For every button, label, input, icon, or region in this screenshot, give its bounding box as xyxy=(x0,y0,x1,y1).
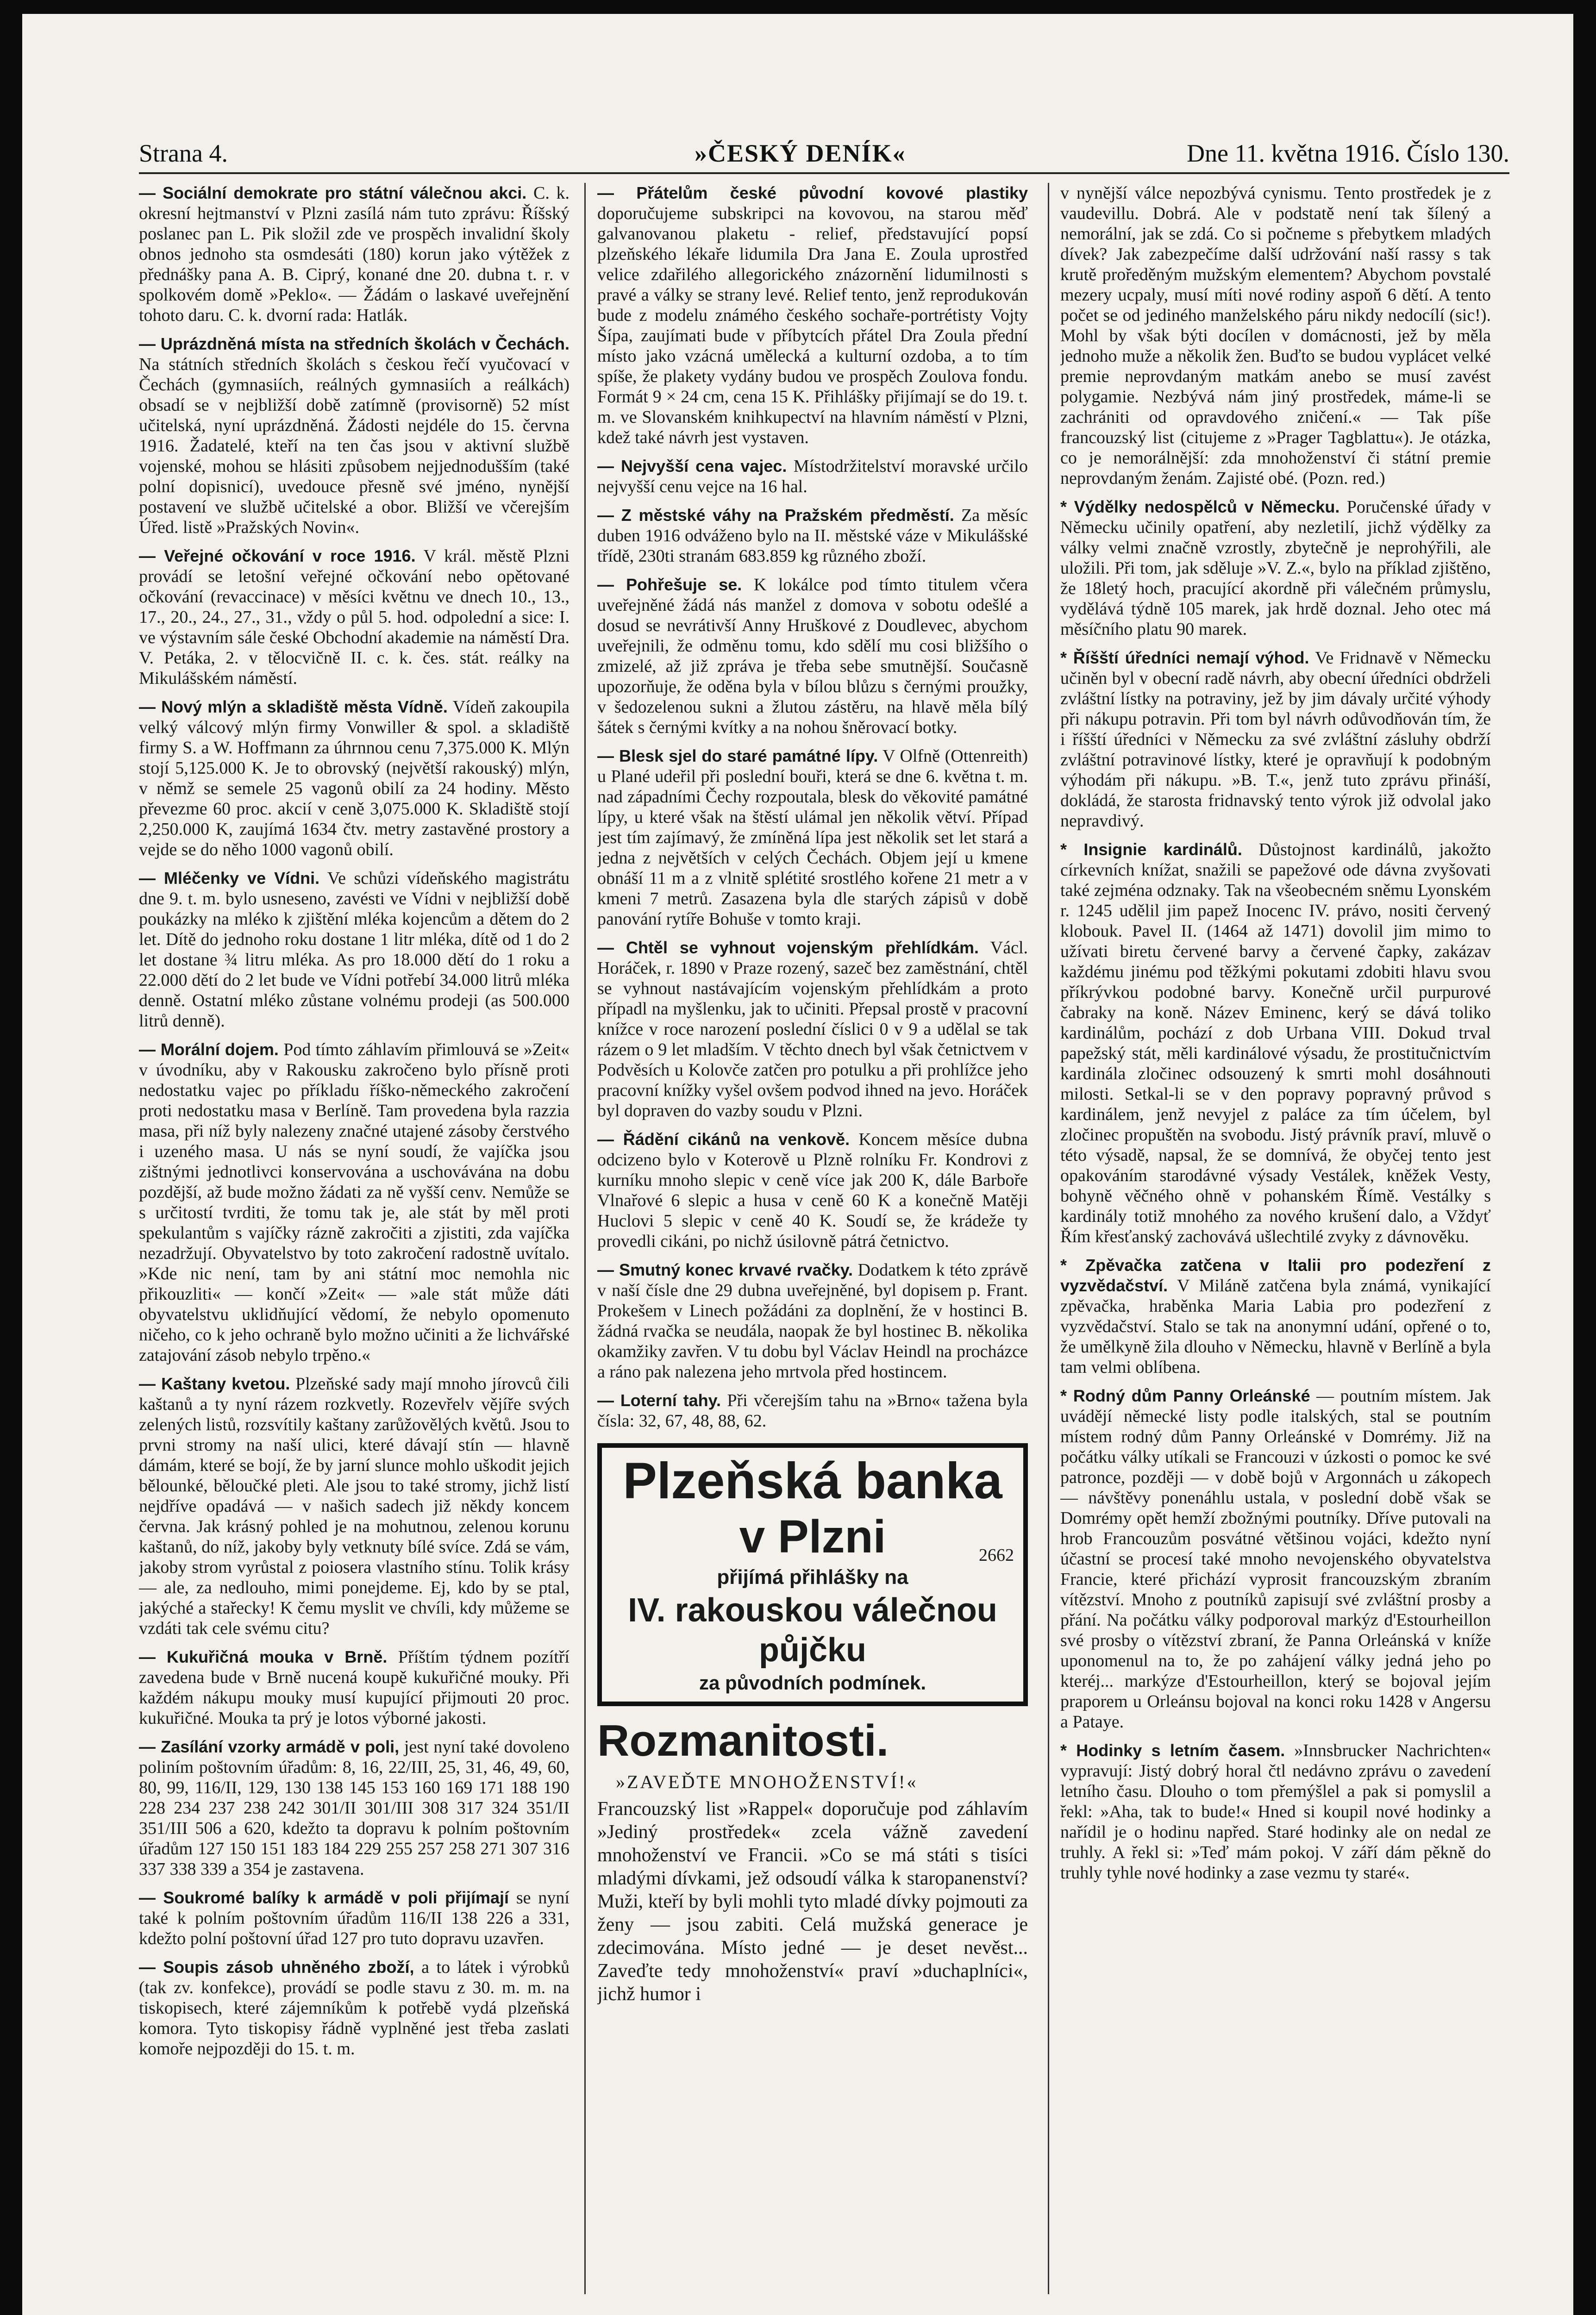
ad-line-accepts: přijímá přihlášky na xyxy=(717,1566,908,1589)
article-body: Za měsíc duben 1916 odváženo bylo na II. městské váze v Mikulášské třídě, 230ti stranám 683.859 kg různého zboží. xyxy=(597,506,1028,566)
article-headline: — Řádění cikánů na venkově. xyxy=(597,1130,850,1149)
article-body: Na státních středních školách s českou řečí vyučovací v Čechách (gymnasiích, reálných gymnasiích a reálkách) obsadí se v nejbližší době zatímně (provisorně) 52 míst učitelská, nyní uprázdněná. Žádosti nejdéle do 15. června 1916. Žadatelé, kteří na ten čas jsou v aktivní službě vojenské, mohou se hlásiti způsobem nejjednodušším (také polní dopisnicí), uvedouce přesně své jméno, nynější postavení ve službě učitelské a obor. Bližší ve včerejším Úřed. listě »Pražských Novin«. xyxy=(139,355,570,537)
article-body: se nyní také k polním poštovním úřadům 116/II 138 226 a 331, kdežto polní poštovní úřad 127 pro tuto dopravu uzavřen. xyxy=(139,1888,570,1948)
article-paragraph xyxy=(139,1647,570,1728)
article-paragraph xyxy=(1060,497,1491,639)
article-paragraph xyxy=(597,1260,1028,1382)
article-body: doporučujeme subskripci na kovovou, na starou měď galvanovanou plaketu - relief, představující popsí plzeňského lékaře lidumila Dra Jana E. Zoula uprostřed velice zdařilého allegorického znázornění lidumilnosti s pravé a války se strany levé. Relief tento, jenž reprodukován bude z modelu známého českého sochaře-portrétisty Vojty Šípa, zaujímati bude v příbytcích přátel Dra Zoula přední místo jako vzácná umělecká a kulturní ozdoba, a to tím spíše, že plakety vydány budou ve prospěch Zoulova fondu. Formát 9 × 24 cm, cena 15 K. Přihlášky přijímají se do 19. t. m. ve Slovanském knihkupectví na hlavním náměstí v Plzni, kdež také návrh jest vystaven. xyxy=(597,204,1028,447)
article-headline: — Přátelům české původní kovové plastiky xyxy=(597,183,1028,202)
column-2 xyxy=(597,183,1028,2266)
article-headline: — Kaštany kvetou. xyxy=(139,1374,290,1393)
article-headline: — Kukuřičná mouka v Brně. xyxy=(139,1647,388,1666)
article-body: Václ. Horáček, r. 1890 v Praze rozený, sazeč bez zaměstnání, chtěl se vyhnout nastávajícím vojenským přehlídkám a proto případl na myšlenku, jak to učiniti. Přepsal prostě v pracovní knížce v roce narození poslední číslici 0 v 9 a udělal se tak rázem o 9 let mladším. V těchto dnech byl však četnictvem v Podvěsích u Kolovče zatčen pro potulku a při prohlížce jeho pracovní knížky vyšel ovšem podvod ihned na jevo. Horáček byl dopraven do vazby soudu v Plzni. xyxy=(597,938,1028,1120)
article-body: K lokálce pod tímto titulem včera uveřejněné žádá nás manžel z domova v sobotu odešlé a dosud se nevrátivší Anny Hruškové z Doudlevec, abychom uveřejnili, že odměnu tomu, kdo sdělí mu cosi bližšího o zmizelé, až již zpráva je třeba sebe smutnější. Současně upozorňuje, že oděna byla v bílou blůzu s černými proužky, v šedozelenou sukni a žlutou zástěru, na hlavě měla bílý šátek s černými kvítky a na nohou šněrovací botky. xyxy=(597,575,1028,737)
article-body: »Innsbrucker Nachrichten« vypravují: Jistý dobrý horal čtl nedávno zprávu o zavedení letního času. Dlouho o tom přemýšlel a pak si pomyslil a řekl: »Aha, tak to bude!« Hned si koupil nové hodinky a nařídil je o hodinu napřed. Staré hodinky ale on nedal ze truhly. A řekl si: »Teď mám pokoj. V září dám pěkně do truhly tyhle nové hodinky a zase vezmu ty staré«. xyxy=(1060,1741,1491,1883)
article-headline: — Smutný konec krvavé rvačky. xyxy=(597,1260,853,1279)
issue-date: Dne 11. května 1916. Číslo 130. xyxy=(1187,139,1509,167)
article-paragraph xyxy=(597,1390,1028,1431)
article-headline: — Morální dojem. xyxy=(139,1040,279,1059)
article-body: Pod tímto záhlavím přimlouvá se »Zeit« v úvodníku, aby v Rakousku zakročeno bylo přísně proti nedostatku vajec po příkladu říško-německého zakročení proti nedostatku masa v Berlíně. Tam provedena byla razzia masa, při níž byly nalezeny značné utajené zásoby čerstvého i uzeného masa. U nás se nyní soudí, že vajíčka jsou zištnými jednotlivci konservována a uschovávána na dobu pozdější, až bude možno žádati za ně vyšší cenv. Nemůže se s určitostí tvrditi, že tomu tak je, ale stát by měl proti spekulantům s vajíčky rázně zakročiti a zjistiti, zda vajíčka nezadržují. Obyvatelstvo by toto zakročení radostně uvítalo. »Kde nic není, tam by ani státní moc nemohla nic přikouzliti« — končí »Zeit« — »ale stát může dáti obyvatelstvu uklidňující vědomí, že nebylo opomenuto ničeho, co k jeho ochraně bylo možno učiniti a že lichvářské zatajování zásob nebylo trpěno.« xyxy=(139,1040,570,1365)
article-body: V Miláně zatčena byla známá, vynikající zpěvačka, hraběnka Maria Labia pro podezření z vyzvědačství. Stalo se tak na anonymní udání, opřené o to, že umělkyně žila dlouho v Německu, hlavně v Berlíně a byla tam velmi oblíbena. xyxy=(1060,1276,1491,1377)
article-paragraph xyxy=(1060,1386,1491,1732)
ad-bank-name: Plzeňská banka xyxy=(623,1452,1002,1509)
ad-city-text: v Plzni xyxy=(739,1511,886,1563)
article-body: Místodržitelství moravské určilo nejvyšší cenu vejce na 16 hal. xyxy=(597,457,1028,496)
article-body: Ve Fridnavě v Německu učiněn byl v obecní radě návrh, aby obecní úředníci obdrželi zvláštní lístky na potraviny, jež by jim dávaly určité výhody při nákupu potravin. Při tom byl návrh odůvodňován tím, že i říšští úředníci v Německu za své zvláštní zásluhy obdrží zvláštní potravinové lístky, které je opravňují k podobným výhodám při nákupu. »B. T.«, jenž tuto zprávu přináší, dokládá, že starosta fridnavský tento výrok již odvolal jako nepravdivý. xyxy=(1060,648,1491,831)
article-body: Při včerejším tahu na »Brno« tažena byla čísla: 32, 67, 48, 88, 62. xyxy=(597,1391,1028,1431)
article-paragraph xyxy=(597,1129,1028,1251)
article-paragraph xyxy=(139,1039,570,1365)
article-paragraph xyxy=(1060,839,1491,1247)
article-body: Důstojnost kardinálů, jakožto církevních knížat, snažili se papežové ode dávna zvyšovati také zejména odznaky. Tak na všeobecném sněmu Lyonském r. 1245 udělil jim papež Inocenc IV. právo, nositi červený klobouk. Pavel II. (1464 až 1471) dovolil jim mimo to užívati biretu červené barvy a červené čapky, zakázav každému jinému pod těžkými pokutami zdobiti hlavu svou příkrývkou podobné barvy. Konečně určil purpurové čabraky na koně. Název Eminenc, kerý se dává toliko kardinálům, pochází z dob Urbana VIII. Dokud trval papežský stát, měli kardinálové výsadu, že prostitučnictvím kardinála zločinec odsouzený k smrti mohl dosáhnouti milosti. Setkal-li se v den popravy popravný průvod s kardinálem, jenž nevyjel z paláce za tím účelem, byl zločinec propuštěn na svobodu. Jistý právník praví, mluvě o této výsadě, napsal, že se domnívá, že obyčej tento jest opakováním starodávné výsady Vestálek, kněžek Vesty, bohyně věčného ohně v pohanském Římě. Vestálky s kardinály totiž mnohého za nového krušení dalo, a Vždyť Řím křesťanský zachovává ušlechtilé zvyky z dávnověku. xyxy=(1060,840,1491,1246)
article-paragraph xyxy=(139,1957,570,2059)
article-paragraph xyxy=(139,1374,570,1639)
article-headline: — Z městské váhy na Pražském předměstí. xyxy=(597,506,954,525)
masthead-title: »ČESKÝ DENÍK« xyxy=(695,139,906,167)
article-headline: * Insignie kardinálů. xyxy=(1060,840,1242,859)
column-separator xyxy=(1048,183,1049,2294)
article-body: Plzeňské sady mají mnoho jírovců čili kaštanů a ty nyní rázem rozkvetly. Rozevřelv vějíře svých zelených listů, rozsvítily kaštany zarůžovělých květů. Jsou to prvni stromy na naší ulici, které dávají stín — hlavně dámám, které se bojí, že by jarní slunce mohlo uškodit jejich bělounké, běloučké pleti. Ale jsou to také stromy, jichž listí nejdříve opadává — v našich sadech již někdy koncem června. Jak krásný pohled je na mohutnou, zelenou korunu kaštanů, do níž, jakoby byly vetknuty bílé svíce. Zdá se vám, jakoby strom vyrůstal z poiosera vlastního stínu. Tolik krásy — ale, za nedlouho, mimi ponejdeme. Ej, kdo by se ptal, jakýché a stařecky! K čemu myslit ve chvíli, kdy můžeme se vzdáti tak cele svému citu? xyxy=(139,1374,570,1638)
article-paragraph xyxy=(597,505,1028,566)
article-paragraph xyxy=(597,456,1028,497)
article-body: Ve schůzi vídeňského magistrátu dne 9. t. m. bylo usneseno, zavésti ve Vídni v nejbližší době poukázky na mléko k zjištění mléka kojencům a dětem do 2 let. Dítě do jednoho roku dostane 1 litr mléka, dítě od 1 do 2 let dostane ¾ litru mléka. As pro 18.000 dětí do 1 roku a 22.000 dětí do 2 let bude ve Vídni potřebí 34.000 litrů mléka denně. Ostatní mléko zůstane volnému prodeji (as 500.000 litrů denně). xyxy=(139,869,570,1031)
article-body: Příštím týdnem pozítří zavedena bude v Brně nucená koupě kukuřičné mouky. Při každém nákupu mouky musí kupující přijmouti 20 proc. kukuřičné. Mouka ta prý je lotos výborné jakosti. xyxy=(139,1647,570,1728)
article-headline: — Blesk sjel do staré památné lípy. xyxy=(597,746,878,765)
bank-advertisement xyxy=(597,1443,1028,1706)
article-body: — poutním místem. Jak uvádějí německé listy podle italských, stal se poutním místem rodný dům Panny Orleánské v Domrémy. Již na počátku války utíkali se Francouzi v úzkosti o pomoc ke své patronce, později — v době bojů v Argonnách u zákopech — návštěvy ponenáhlu ustala, v poslední době však se Domrémy opět hemží zbožnými poutníky. Dříve putovali na hrob Francouzům posvátné většinou vojáci, kdežto nyní účastní se procesí také mnoho nevojenského obyvatelstva Francie, které přichází vyprosit francouzským zbraním vítězství. Mnoho z poutníků zapisují své zvláštní prosby a přání. Na počátku války podporoval markýz d'Estourheillon své prosby o vítězství zbraní, že Panna Orleánská v kníže uponomenul na to, že po zahájení války jedná jeho po kteréj... markýze d'Estourheillon, který se bojoval jejím praporem u Orleánsu bojoval na konci roku 1428 v Angersu a Pataye. xyxy=(1060,1386,1491,1732)
article-subheading: »ZAVEĎTE MNOHOŽENSTVÍ!« xyxy=(616,1771,918,1792)
article-paragraph xyxy=(1060,648,1491,831)
article-body: V Olfně (Ottenreith) u Plané udeřil při poslední bouři, která se dne 6. května t. m. nad západními Čechy rozpoutala, blesk do věkovité památné lípy, u které však na štěstí ulámal jen několik větví. Případ jest tím zajímavý, že zmíněná lípa jest několik set let stará a jedna z největších v celých Čechách. Objem její u kmene obnáší 11 m a z vlnitě splétité srostlého kořene 21 metr a v kmeni 7 metrů. Zasazena byla dle starých zápisů v době panování rytíře Bohuše v tomto kraji. xyxy=(597,746,1028,929)
column-3 xyxy=(1060,183,1491,2266)
article-body: Koncem měsíce dubna odcizeno bylo v Koterově u Plzně rolníku Fr. Kondrovi z kurníku mnoho slepic v ceně více jak 200 K, dále Barboře Vlnařové 6 slepic a husa v ceně 60 K a konečně Matěji Huclovi 5 slepic v ceně 40 K. Soudí se, že krádeže ty provedli cikáni, po nichž úsilovně pátrá četnictvo. xyxy=(597,1130,1028,1251)
column-separator xyxy=(584,183,586,2294)
article-paragraph xyxy=(139,183,570,325)
ad-line-terms: za původních podmínek. xyxy=(699,1672,926,1694)
article-paragraph xyxy=(139,868,570,1031)
article-body: a to látek i výrobků (tak zv. konfekce), provádí se podle stavu z 30. m. m. na tiskopisech, které zájemníkům k potřebě vydá plzeňská komora. Tyto tiskopisy řádně vyplněné jest třeba zaslati komoře nejpozději do 15. t. m. xyxy=(139,1958,570,2058)
article-paragraph xyxy=(597,183,1028,448)
ad-city xyxy=(607,1509,1019,1564)
article-headline: — Uprázdněná místa na středních školách v Čechách. xyxy=(139,334,570,353)
article-headline: — Nejvyšší cena vajec. xyxy=(597,457,787,476)
article-paragraph xyxy=(139,697,570,860)
article-headline: — Veřejné očkování v roce 1916. xyxy=(139,546,416,565)
article-body: jest nyní také dovoleno poliním poštovním úřadům: 8, 16, 22/III, 25, 31, 46, 49, 60, 80, 99, 116/II, 129, 130 138 145 153 160 169 171 188 190 228 234 237 238 242 301/II 301/III 308 317 324 351/II 351/III 506 a 620, kdežto ta dopravu k polním poštovním úřadům 127 150 151 183 184 229 255 257 258 271 307 316 337 338 339 a 354 je zastavena. xyxy=(139,1737,570,1879)
page-header xyxy=(139,139,1509,171)
article-body: C. k. okresní hejtmanství v Plzni zasílá nám tuto zprávu: Říšský poslanec pan L. Pik složil zde ve prospěch invalidní školy obnos jednoho sta osmdesáti (180) korun jako výtěžek z přednášky pana A. B. Ciprý, konané dne 20. dubna t. r. v spolkovém domě »Peklo«. — Žádám o laskavé uveřejnění tohoto daru. C. k. dvorní rada: Hatlák. xyxy=(139,183,570,325)
article-headline: — Soukromé balíky k armádě v poli přijímají xyxy=(139,1888,509,1907)
article-headline: * Hodinky s letním časem. xyxy=(1060,1741,1285,1760)
article-paragraph xyxy=(597,746,1028,929)
header-rule xyxy=(139,172,1509,174)
section-heading: Rozmanitosti. xyxy=(597,1716,889,1765)
article-body: Poručenské úřady v Německu učinily opatření, aby nezletilí, jichž výdělky za války velmi značně vzrostly, zbytečně je neprohýřili, ale uložili. Při tom, jak sděluje »V. Z.«, bylo na příklad zjištěno, že 18letý hoch, pracující akordně při válečném průmyslu, vydělává týdně 105 marek, jak hrdě doznal. Jeho otec má měsíčního platu 90 marek. xyxy=(1060,497,1491,639)
article-headline: — Sociální demokrate pro státní válečnou akci. xyxy=(139,183,527,202)
column-1 xyxy=(139,183,570,2266)
article-body: Dodatkem k této zprávě v naší čísle dne 29 dubna uveřejněné, byl dopisem p. Frant. Prokešem v Linech požádáni za doplnění, že v hostinci B. žádná rvačka se neudála, naopak že byl hostinec B. několika okamžiky zavřen. V tu dobu byl Václav Heindl na procházce a ráno pak nalezena jeho mrtvola před hostincem. xyxy=(597,1260,1028,1382)
ad-line-loan: IV. rakouskou válečnou půjčku xyxy=(628,1592,997,1669)
article-headline: — Loterní tahy. xyxy=(597,1391,721,1410)
article-paragraph xyxy=(1060,1255,1491,1377)
article-headline: — Pohřešuje se. xyxy=(597,575,742,594)
article-body: v nynější válce nepozbývá cynismu. Tento prostředek je z vaudevillu. Dobrá. Ale v podstatě není tak šílený a nemorální, jak se zdá. Co si počneme s přebytkem mladých dívek? Jak zabezpečíme další udržování naší rassy s tak krutě proředěným mužským elementem? Abychom povstalé mezery ucpaly, musí míti nové rodiny aspoň 6 dětí. A tento počet se od jediného manželského páru nikdy nedocílí (sic!). Mohl by však býti docílen v domácnosti, jež by měla jednoho muže a několik žen. Buďto se budou vyplácet velké premie neprovdaným matkám anebo se musí zavést polygamie. Nezbývá nám jiný prostředek, máme-li se zachrániti od opravdového zničení.« — Tak píše francouzský list (citujeme z »Prager Tagblattu«). Je otázka, co je nemorálnější: zda mnohoženství či státní premie neprovdaným ženám. Zajisté obé. (Pozn. red.) xyxy=(1060,183,1491,488)
article-headline: — Nový mlýn a skladiště města Vídně. xyxy=(139,697,448,716)
article-headline: * Zpěvačka zatčena v Italii pro podezření z vyzvědačství. xyxy=(1060,1256,1491,1295)
article-paragraph xyxy=(597,575,1028,738)
article-headline: * Rodný dům Panny Orleánské xyxy=(1060,1386,1310,1405)
article-headline: — Zasílání vzorky armádě v poli, xyxy=(139,1737,400,1756)
article-headline: — Soupis zásob uhněného zboží, xyxy=(139,1958,414,1977)
article-paragraph xyxy=(1060,183,1491,488)
article-headline: * Říšští úředníci nemají výhod. xyxy=(1060,648,1309,667)
article-headline: * Výdělky nedospělců v Německu. xyxy=(1060,497,1340,516)
page-number: Strana 4. xyxy=(139,139,228,167)
article-paragraph xyxy=(597,938,1028,1121)
article-paragraph xyxy=(139,334,570,538)
article-body: V král. městě Plzni provádí se letošní veřejné očkování nebo opětované očkování (revaccinace) v měsíci květnu ve dnech 10., 13., 17., 20., 24., 27., 31., vždy o půl 5. hod. odpolední a sice: I. ve výstavním sále české Obchodní akademie na náměstí Dra. V. Petáka, 2. v tělocvičně II. c. k. čes. stát. reálky na Mikulášském náměstí. xyxy=(139,546,570,688)
article-paragraph xyxy=(139,1888,570,1949)
article-headline: — Chtěl se vyhnout vojenským přehlídkám. xyxy=(597,938,979,957)
article-paragraph xyxy=(139,546,570,688)
article-text: Francouzský list »Rappel« doporučuje pod záhlavím »Jediný prostředek« zcela vážně zavedení mnohoženství ve Francii. »Co se má státi s tisíci mladými dívkami, jež odsoudí válka k staropanenství? Muži, kteří by byli mohli tyto mladé dívky pojmouti za ženy — jsou zabiti. Celá mužská generace je zdecimována. Místo jedné — je deset nevěst... Zaveďte tedy mnohoženství« praví »duchaplníci«, jichž humor i xyxy=(597,1798,1028,2005)
article-headline: — Mléčenky ve Vídni. xyxy=(139,869,320,888)
article-paragraph xyxy=(139,1737,570,1879)
article-body: Vídeň zakoupila velký válcový mlýn firmy Vonwiller & spol. a skladiště firmy S. a W. Hoffmann za úhrnnou cenu 7,375.000 K. Mlýn stojí 5,125.000 K. Je to obrovský (největší rakouský) mlýn, v němž se semele 25 vagonů obilí za 24 hodiny. Město převezme 60 proc. akcií v ceně 3,075.000 K. Skladiště stojí 2,250.000 K, zaujímá 1634 čtv. metry zastavěné prostory a vejde se do něho 1000 vagonů obilí. xyxy=(139,697,570,859)
ad-number: 2662 xyxy=(979,1545,1014,1565)
article-paragraph xyxy=(1060,1740,1491,1883)
